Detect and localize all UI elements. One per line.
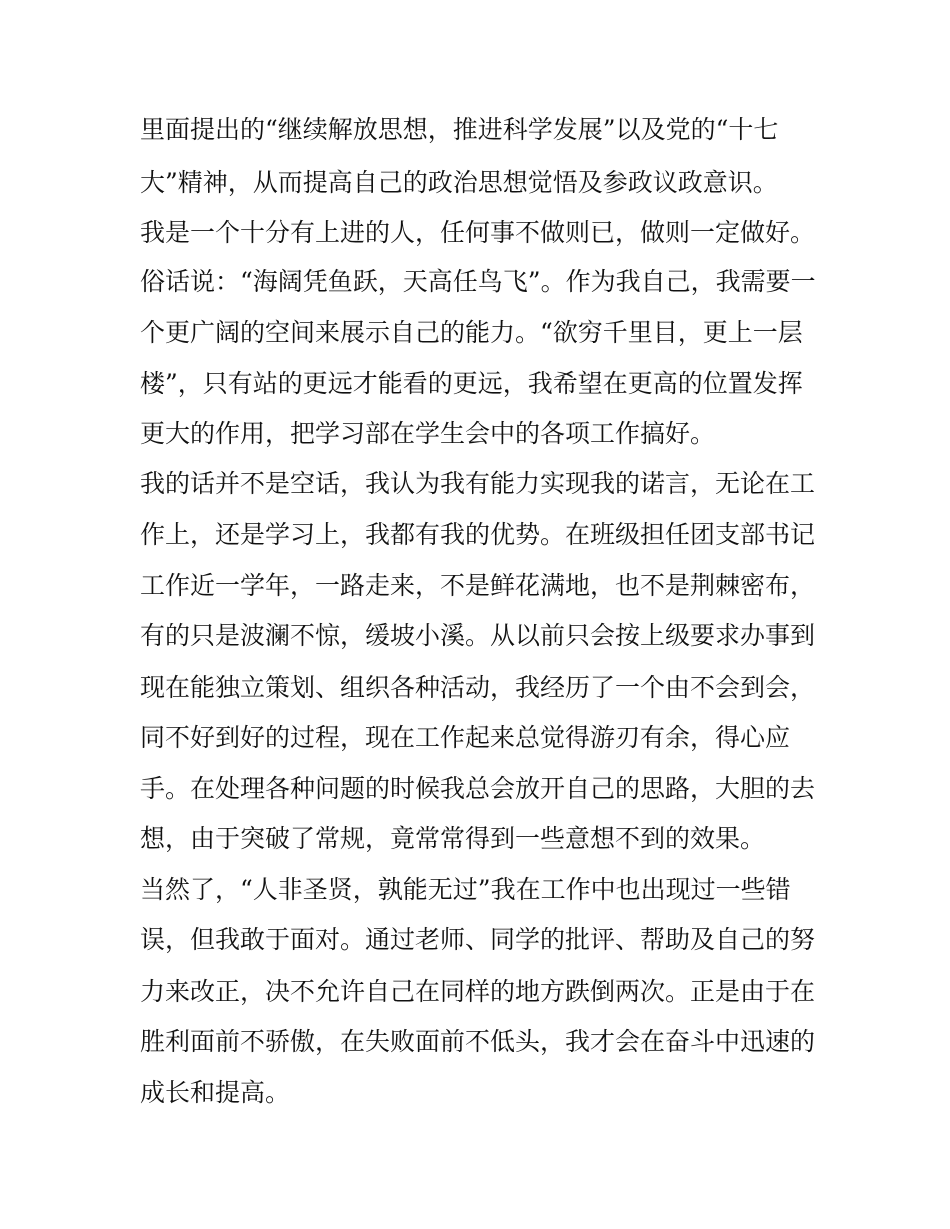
- text-line: 我的话并不是空话，我认为我有能力实现我的诺言，无论在工: [140, 469, 816, 498]
- text-line: 现在能独立策划、组织各种活动，我经历了一个由不会到会，: [140, 673, 816, 702]
- text-line: 同不好到好的过程，现在工作起来总觉得游刃有余，得心应: [140, 723, 791, 752]
- text-line: 更大的作用，把学习部在学生会中的各项工作搞好。: [140, 419, 716, 448]
- text-line: 里面提出的“继续解放思想，推进科学发展”以及党的“十七: [140, 115, 779, 144]
- text-line: 俗话说：“海阔凭鱼跃，天高任鸟飞”。作为我自己，我需要一: [140, 267, 816, 296]
- text-line: 大”精神，从而提高自己的政治思想觉悟及参政议政意识。: [140, 168, 778, 197]
- text-line: 个更广阔的空间来展示自己的能力。“欲穷千里目，更上一层: [140, 318, 803, 347]
- text-line: 楼”，只有站的更远才能看的更远，我希望在更高的位置发挥: [140, 369, 803, 398]
- text-line: 成长和提高。: [140, 1078, 291, 1107]
- text-line: 误，但我敢于面对。通过老师、同学的批评、帮助及自己的努: [140, 925, 816, 954]
- text-line: 作上，还是学习上，我都有我的优势。在班级担任团支部书记: [140, 520, 816, 549]
- text-line: 力来改正，决不允许自己在同样的地方跌倒两次。正是由于在: [140, 977, 816, 1006]
- text-line: 想，由于突破了常规，竟常常得到一些意想不到的效果。: [140, 824, 766, 853]
- text-line: 有的只是波澜不惊，缓坡小溪。从以前只会按上级要求办事到: [140, 621, 816, 650]
- text-line: 我是一个十分有上进的人，任何事不做则已，做则一定做好。: [140, 218, 816, 247]
- text-line: 手。在处理各种问题的时候我总会放开自己的思路，大胆的去: [140, 774, 816, 803]
- text-line: 当然了，“人非圣贤，孰能无过”我在工作中也出现过一些错: [140, 875, 791, 904]
- text-line: 胜利面前不骄傲，在失败面前不低头，我才会在奋斗中迅速的: [140, 1027, 816, 1056]
- text-line: 工作近一学年，一路走来，不是鲜花满地，也不是荆棘密布，: [140, 571, 816, 600]
